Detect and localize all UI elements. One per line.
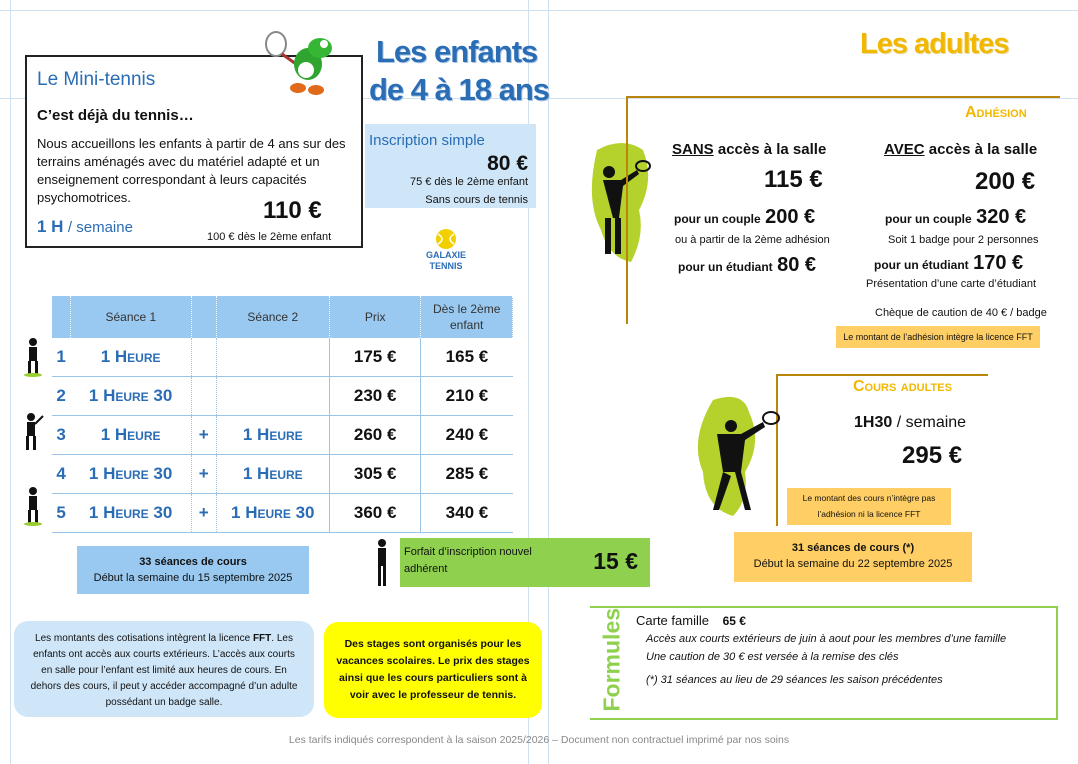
cours-adultes-title: Cours adultes: [853, 378, 952, 395]
table-header-spacer: [52, 296, 70, 338]
sans-etudiant: [678, 254, 816, 277]
row-number: 1: [52, 338, 70, 377]
player-standing-icon: [373, 538, 391, 588]
table-header-seance1: Séance 1: [70, 296, 191, 338]
stages-box: [324, 622, 542, 718]
inscription-note: Sans cours de tennis: [425, 194, 528, 206]
row-number: 4: [52, 455, 70, 494]
row-price-second: 340 €: [421, 494, 513, 533]
avec-heading-rest: accès à la salle: [924, 141, 1038, 158]
row-number: 3: [52, 416, 70, 455]
enfants-title-line1: Les enfants: [376, 34, 538, 69]
cours-player-graphic: [683, 392, 787, 520]
table-header-plus-spacer: [191, 296, 216, 338]
seances-table: [52, 296, 513, 533]
avec-couple-label: pour un couple: [885, 212, 972, 226]
minitennis-description: Nous accueillons les enfants à partir de 4 ans sur des terrains aménagés avec du matériel adapté et un enseignement correspondant à leurs capacités psychomotrices.: [37, 136, 346, 205]
footer-text: Les tarifs indiqués correspondent à la saison 2025/2026 – Document non contractuel imprimé par nos soins: [288, 734, 790, 746]
sans-heading-emph: SANS: [672, 141, 714, 158]
row-plus: [191, 338, 216, 377]
enfants-seances-box: [77, 546, 309, 594]
minitennis-price: 110 €: [263, 197, 322, 224]
inscription-title: Inscription simple: [369, 132, 485, 149]
sans-couple-note: ou à partir de la 2ème adhésion: [675, 234, 830, 246]
cours-adultes-per-week: / semaine: [892, 414, 967, 431]
avec-couple: [885, 206, 1026, 229]
table-row: [52, 338, 513, 377]
sans-etudiant-price: 80 €: [777, 254, 817, 276]
cotisations-text-c: . Les enfants ont accès aux courts extérieurs. L’accès aux courts en salle pour l’enfant est limité aux heures de cours. En dehors des cours, il peut y accéder accompagné d’un adulte possédant un badge salle.: [30, 633, 298, 708]
forfait-label: Forfait d’inscription nouvel adhérent: [404, 546, 532, 575]
minitennis-duration-value: 1 H: [37, 217, 64, 236]
guide-line: [0, 10, 1078, 11]
cours-adultes-duration-value: 1H30: [854, 414, 893, 431]
cours-adultes-duration: [854, 414, 966, 432]
avec-couple-note: Soit 1 badge pour 2 personnes: [888, 234, 1039, 246]
tennis-ball-icon: [435, 228, 457, 250]
cotisations-text-b: FFT: [252, 633, 272, 644]
row-price-second: 285 €: [421, 455, 513, 494]
player-silhouette-icon: [22, 486, 44, 526]
avec-heading: [884, 141, 1037, 158]
cotisations-box: [14, 621, 314, 717]
sans-couple: [674, 206, 815, 229]
guide-line: [548, 0, 549, 764]
row-price-second: 210 €: [421, 377, 513, 416]
row-number: 2: [52, 377, 70, 416]
minitennis-subtitle: C’est déjà du tennis…: [37, 107, 194, 124]
adultes-seances-line1: 31 séances de cours (*): [791, 542, 915, 554]
cotisations-text: [28, 631, 300, 711]
enfants-title-line2: de 4 à 18 ans: [369, 72, 550, 107]
sans-price: 115 €: [764, 166, 823, 193]
formules-line2: Une caution de 30 € est versée à la remise des clés: [646, 651, 899, 663]
enfants-seances-line1: 33 séances de cours: [139, 556, 247, 568]
cours-adultes-note: Le montant des cours n’intègre pas l’adhésion ni la licence FFT: [787, 488, 951, 525]
inscription-second: 75 € dès le 2ème enfant: [409, 176, 528, 188]
row-price: 260 €: [329, 416, 420, 455]
row-plus: +: [191, 416, 216, 455]
formules-line3: (*) 31 séances au lieu de 29 séances les saison précédentes: [646, 674, 943, 686]
avec-etudiant-price: 170 €: [973, 252, 1024, 274]
table-row: [52, 494, 513, 533]
adhesion-title: Adhésion: [965, 104, 1027, 121]
row-plus: [191, 377, 216, 416]
row-price: 230 €: [329, 377, 420, 416]
row-plus: +: [191, 455, 216, 494]
row-seance1: 1 Heure 30: [70, 494, 191, 533]
avec-etudiant-label: pour un étudiant: [874, 258, 969, 272]
enfants-seances-line2: Début la semaine du 15 septembre 2025: [93, 572, 293, 584]
guide-line: [10, 0, 11, 764]
forfait-price: 15 €: [593, 548, 638, 574]
sans-etudiant-label: pour un étudiant: [678, 260, 773, 274]
sans-heading-rest: accès à la salle: [713, 141, 827, 158]
row-seance1: 1 Heure: [70, 338, 191, 377]
row-plus: +: [191, 494, 216, 533]
minitennis-title: Le Mini-tennis: [37, 69, 156, 90]
inscription-box: [365, 124, 536, 208]
player-silhouette-icon: [22, 337, 44, 377]
avec-price: 200 €: [975, 168, 1036, 195]
row-seance1: 1 Heure: [70, 416, 191, 455]
row-seance2: 1 Heure: [216, 455, 329, 494]
table-header-seance2: Séance 2: [216, 296, 329, 338]
row-seance2: [216, 377, 329, 416]
galaxie-tennis-logo: [420, 228, 472, 274]
minitennis-duration: [37, 217, 133, 237]
sans-couple-price: 200 €: [765, 206, 816, 228]
table-header-prix: Prix: [329, 296, 420, 338]
player-silhouette-icon: [22, 412, 44, 452]
minitennis-price-second: 100 € dès le 2ème enfant: [207, 231, 332, 243]
row-price-second: 240 €: [421, 416, 513, 455]
inscription-price: 80 €: [487, 152, 528, 175]
stages-text: Des stages sont organisés pour les vacances scolaires. Le prix des stages ainsi que les cours particuliers sont à voir avec le professeur de tennis.: [336, 638, 530, 701]
carte-famille-label: Carte famille: [636, 613, 709, 628]
logo-line1: GALAXIE: [425, 250, 466, 260]
adultes-title: Les adultes: [860, 28, 1009, 60]
avec-etudiant-note: Présentation d’une carte d’étudiant: [866, 278, 1037, 290]
avec-etudiant: [874, 252, 1023, 275]
cotisations-text-a: Les montants des cotisations intègrent la licence: [35, 633, 253, 644]
row-price: 305 €: [329, 455, 420, 494]
avec-couple-price: 320 €: [976, 206, 1027, 228]
row-seance2: 1 Heure 30: [216, 494, 329, 533]
row-seance1: 1 Heure 30: [70, 455, 191, 494]
row-seance2: 1 Heure: [216, 416, 329, 455]
caution-note: Chèque de caution de 40 € / badge: [875, 307, 1047, 319]
row-seance1: 1 Heure 30: [70, 377, 191, 416]
avec-heading-emph: AVEC: [884, 141, 925, 158]
row-price: 175 €: [329, 338, 420, 377]
row-price: 360 €: [329, 494, 420, 533]
table-row: [52, 455, 513, 494]
formules-vertical-title: Formules: [598, 607, 625, 712]
forfait-box: [400, 538, 650, 587]
adhesion-licence-note: Le montant de l’adhésion intègre la licence FFT: [836, 326, 1040, 348]
cours-adultes-price: 295 €: [902, 442, 963, 469]
yoshi-tennis-icon: [262, 30, 344, 98]
row-seance2: [216, 338, 329, 377]
table-row: [52, 377, 513, 416]
row-price-second: 165 €: [421, 338, 513, 377]
formules-line1: Accès aux courts extérieurs de juin à aout pour les membres d’une famille: [646, 633, 1007, 645]
adultes-seances-line2: Début la semaine du 22 septembre 2025: [753, 558, 953, 570]
sans-heading: [672, 141, 826, 158]
table-row: [52, 416, 513, 455]
table-header-second: Dès le 2ème enfant: [421, 296, 513, 338]
logo-line2: TENNIS: [429, 261, 463, 271]
minitennis-per-week: / semaine: [67, 219, 133, 236]
carte-famille-price: 65 €: [722, 614, 746, 628]
carte-famille: [636, 613, 746, 628]
sans-couple-label: pour un couple: [674, 212, 761, 226]
adultes-seances-box: [734, 532, 972, 582]
row-number: 5: [52, 494, 70, 533]
